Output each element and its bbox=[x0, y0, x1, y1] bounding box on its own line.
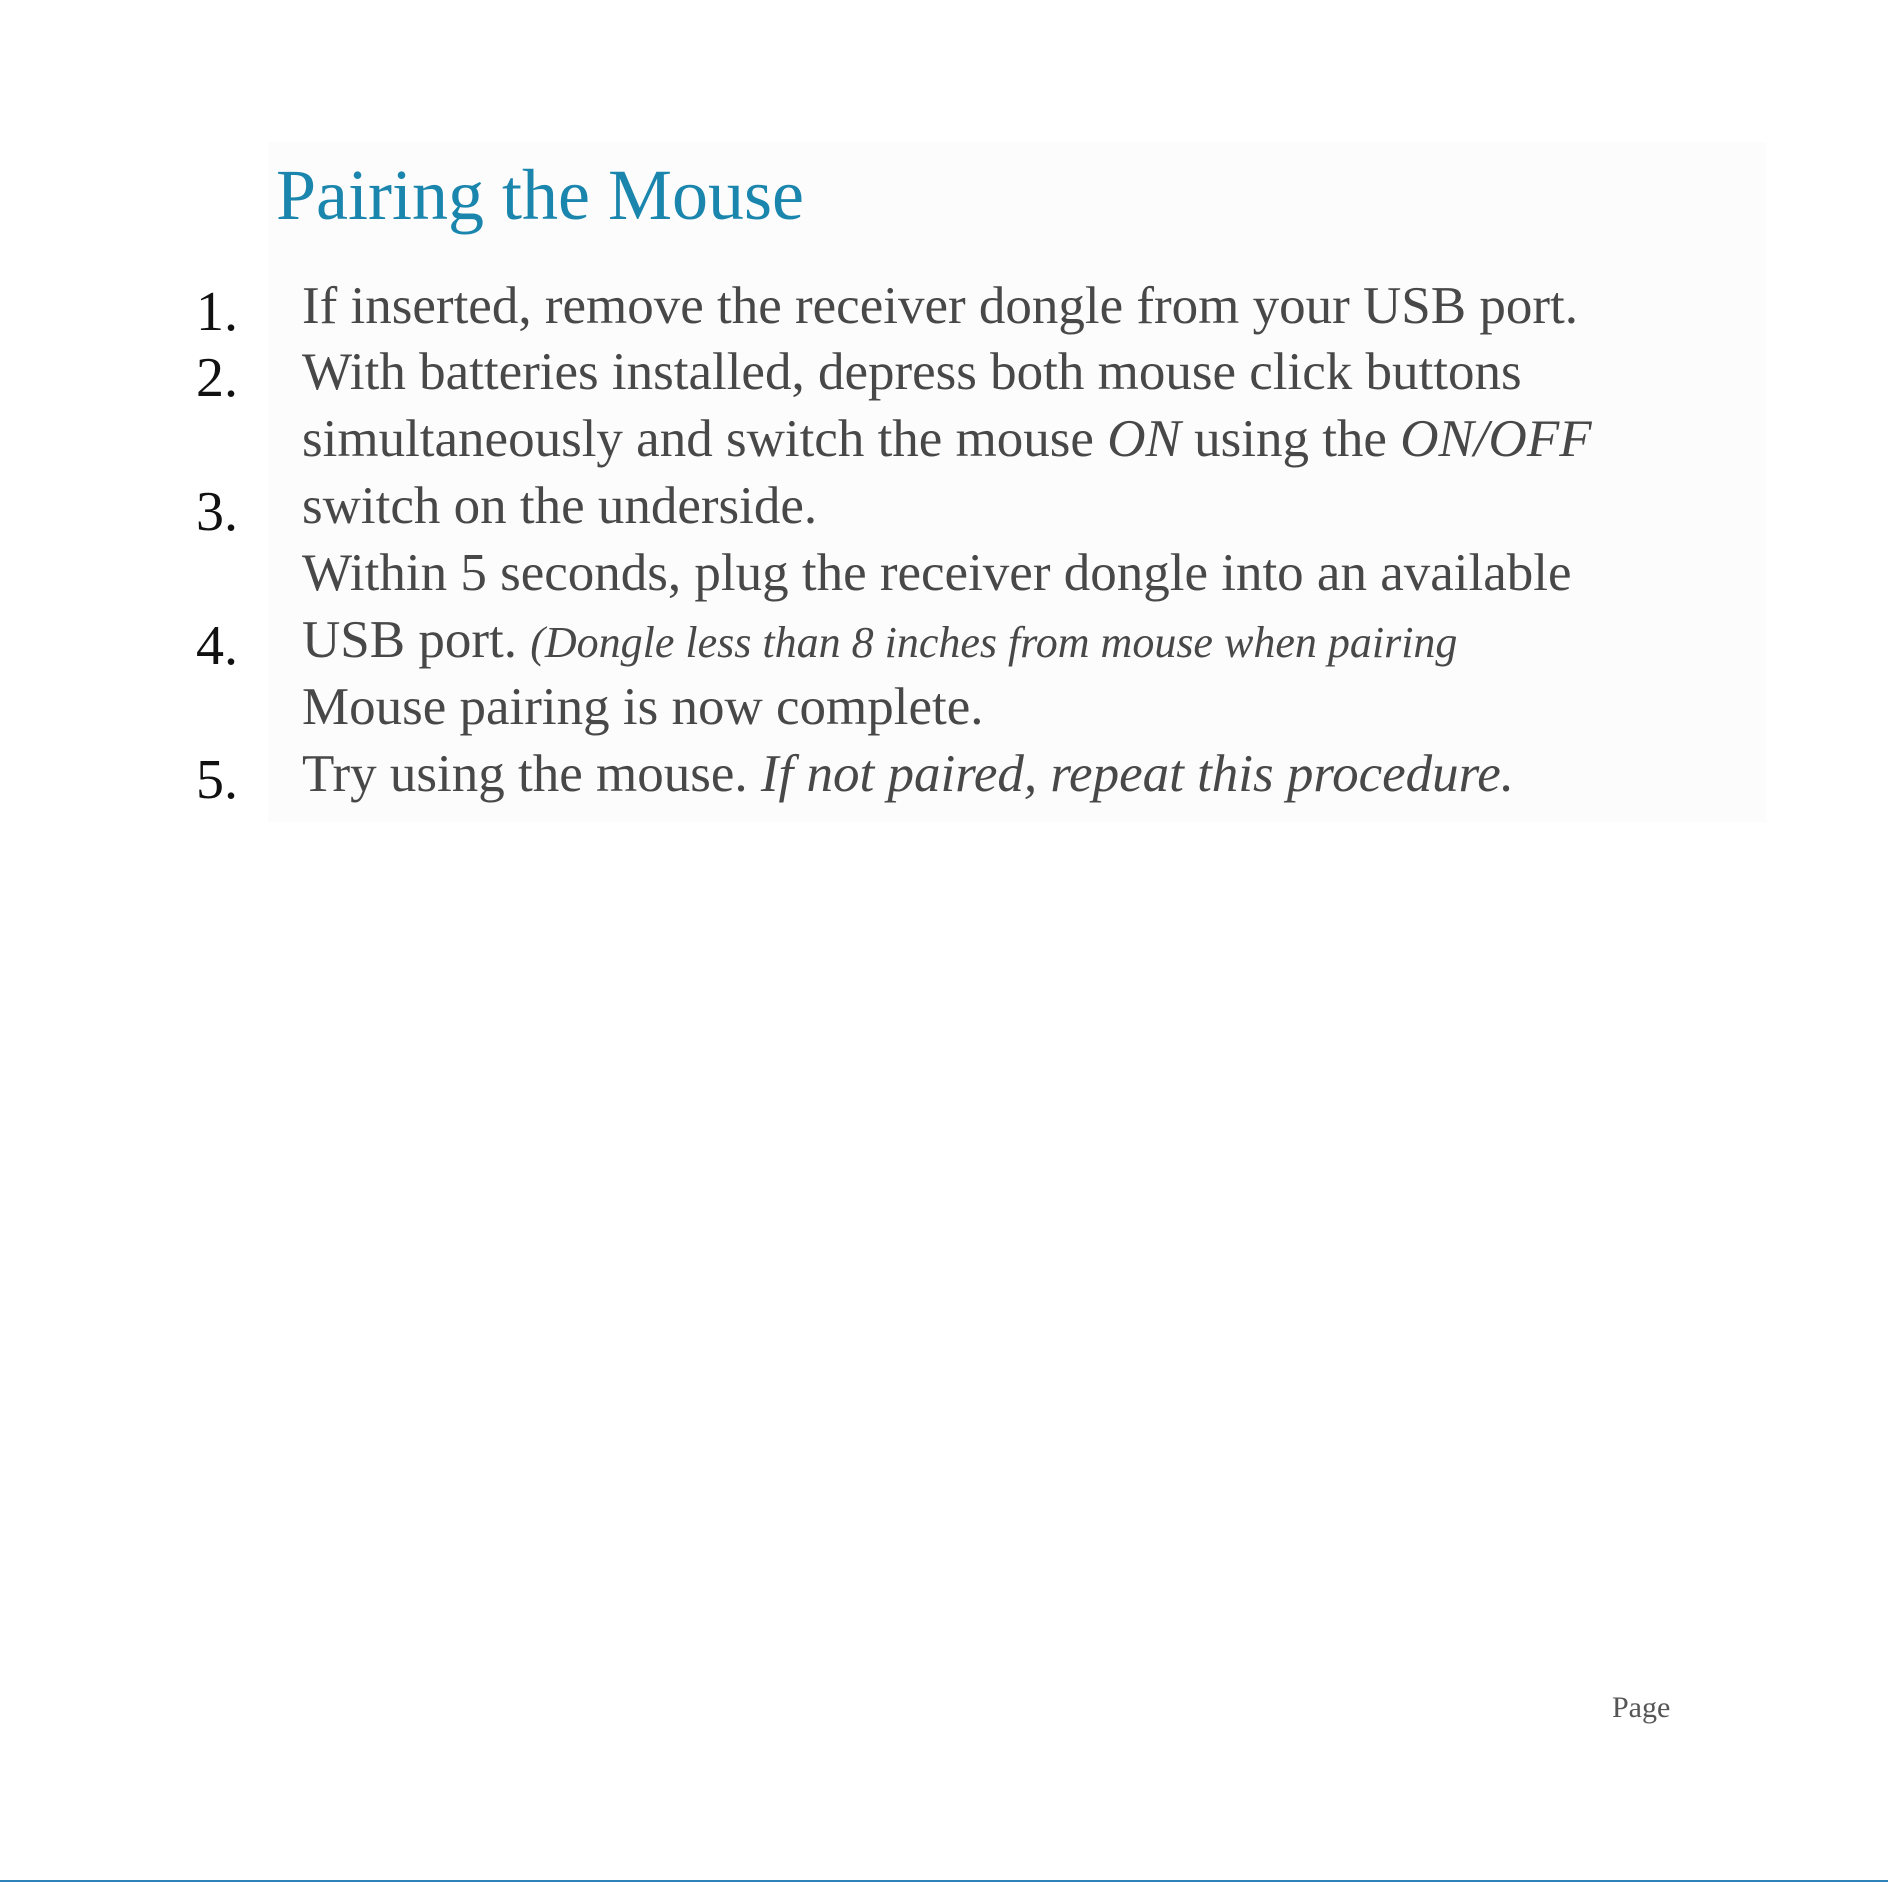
emphasis-on-off: ON/OFF bbox=[1400, 410, 1592, 468]
repeat-procedure-note: If not paired, repeat this procedure. bbox=[760, 745, 1515, 803]
step-text-line-4: switch on the underside. bbox=[302, 477, 818, 535]
step-text-line-1: If inserted, remove the receiver dongle from your USB port. bbox=[302, 277, 1579, 335]
step-number-4: 4. bbox=[196, 615, 238, 677]
step-text-line-6 bbox=[302, 610, 1457, 673]
step-text-line-3 bbox=[302, 409, 1592, 469]
text-run: Try using the mouse. bbox=[302, 745, 761, 803]
page-title: Pairing the Mouse bbox=[276, 155, 804, 235]
footer-rule bbox=[0, 1880, 1888, 1882]
dongle-distance-note: (Dongle less than 8 inches from mouse when pairing bbox=[530, 618, 1458, 667]
step-number-1: 1. bbox=[196, 281, 238, 343]
step-text-line-8 bbox=[302, 744, 1514, 804]
step-text-line-7: Mouse pairing is now complete. bbox=[302, 678, 984, 736]
step-number-3: 3. bbox=[196, 481, 238, 543]
text-run: using the bbox=[1180, 410, 1401, 468]
page-label: Page bbox=[1612, 1691, 1671, 1724]
text-run: USB port. bbox=[302, 611, 531, 669]
step-number-5: 5. bbox=[196, 749, 238, 811]
step-number-2: 2. bbox=[196, 347, 238, 409]
step-text-line-2: With batteries installed, depress both mouse click buttons bbox=[302, 343, 1522, 401]
step-text-line-5: Within 5 seconds, plug the receiver dongle into an available bbox=[302, 544, 1572, 602]
text-run: simultaneously and switch the mouse bbox=[302, 410, 1108, 468]
emphasis-on: ON bbox=[1107, 410, 1181, 468]
